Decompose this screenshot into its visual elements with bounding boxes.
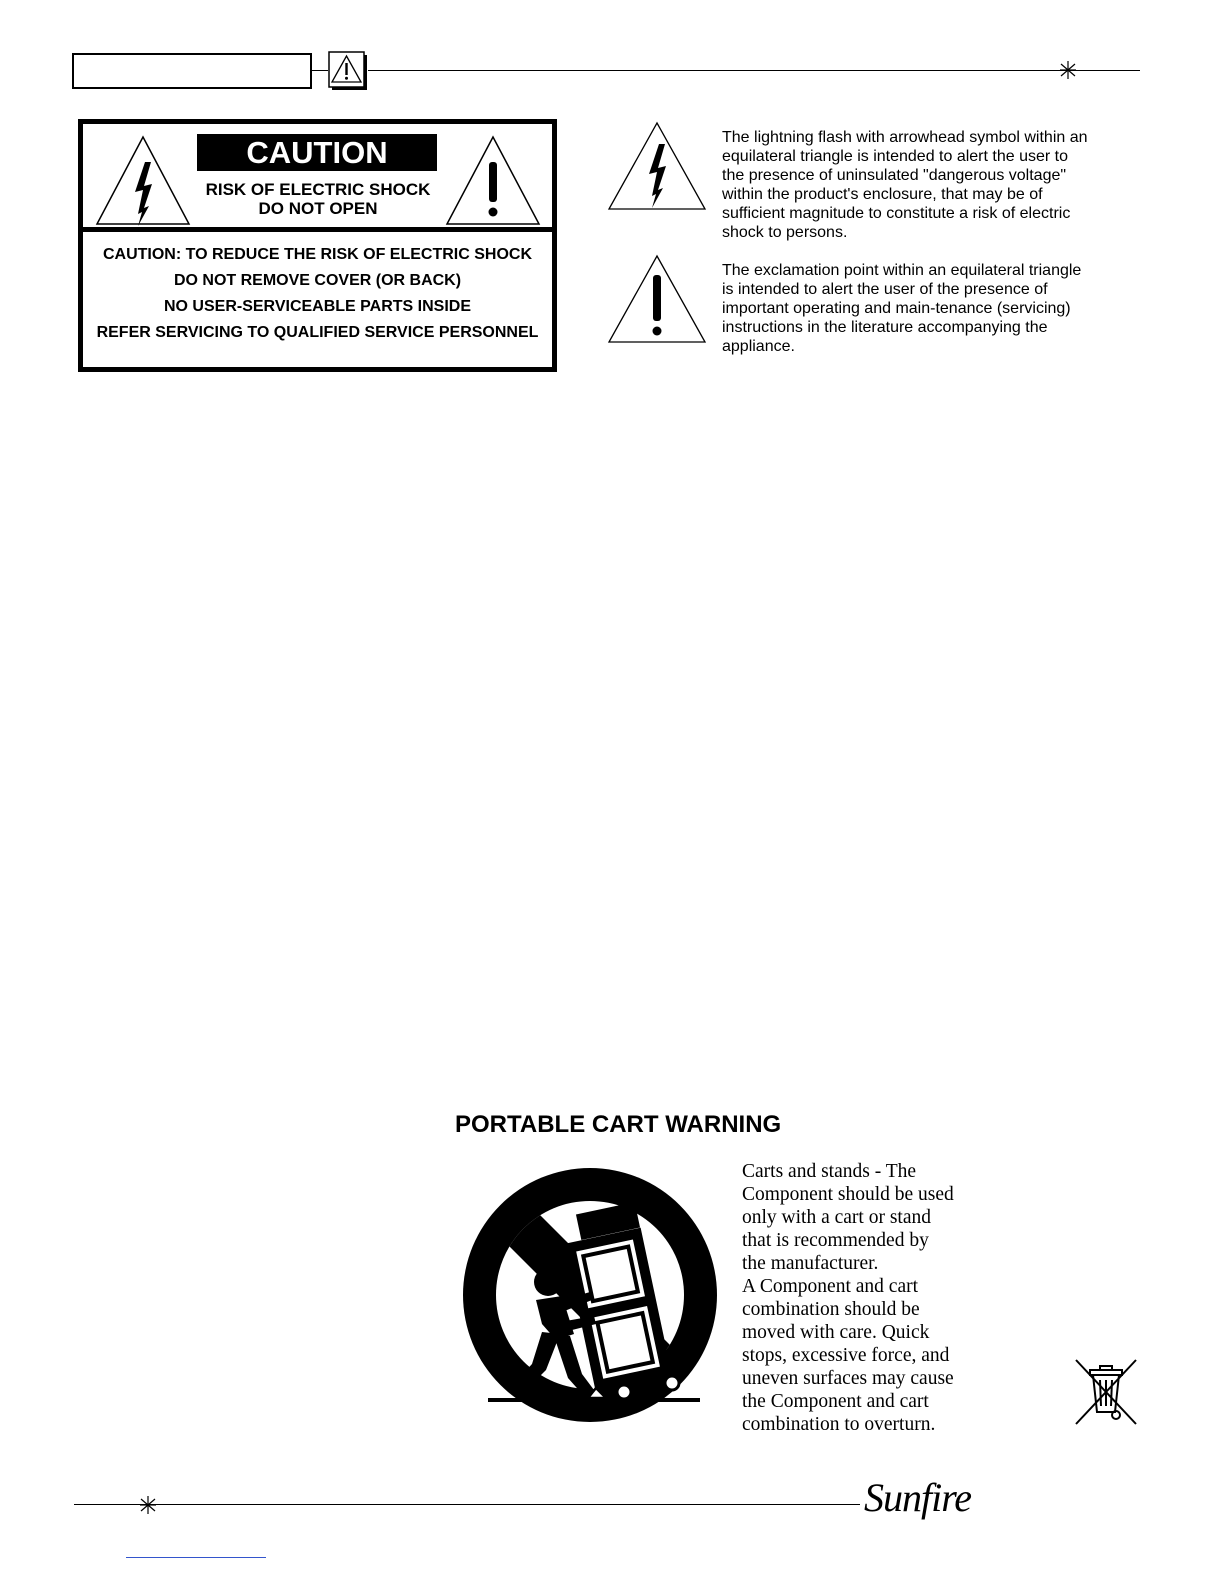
cart-warning-line: stops, excessive force, and bbox=[742, 1345, 950, 1366]
cart-warning-line: moved with care. Quick bbox=[742, 1322, 930, 1343]
warning-triangle-icon bbox=[328, 51, 368, 91]
cart-warning-line: combination to overturn. bbox=[742, 1414, 936, 1435]
cart-warning-text bbox=[742, 1160, 992, 1436]
crossed-out-bin-icon bbox=[1072, 1356, 1140, 1428]
caution-line: DO NOT REMOVE COVER (OR BACK) bbox=[173, 272, 462, 289]
lightning-symbol-explanation: The lightning flash with arrowhead symbol within an equilateral triangle is intended to alert the user to the presence of uninsulated "dangerous voltage" within the product's enclosure, that may be of sufficient magnitude to constitute a risk of electric shock to persons. bbox=[722, 129, 1088, 241]
cart-warning-line: Component should be used bbox=[742, 1184, 954, 1205]
cart-warning-line: Carts and stands - The bbox=[742, 1161, 917, 1182]
star-icon bbox=[1058, 60, 1078, 80]
caution-label bbox=[78, 119, 557, 372]
exclamation-triangle-icon bbox=[606, 253, 708, 345]
cart-warning-line: A Component and cart bbox=[742, 1276, 919, 1297]
caution-subtitle-2: DO NOT OPEN bbox=[258, 199, 378, 218]
lightning-triangle-icon bbox=[91, 132, 195, 228]
cart-warning-heading: PORTABLE CART WARNING bbox=[455, 1111, 782, 1138]
caution-line: NO USER-SERVICEABLE PARTS INSIDE bbox=[163, 298, 471, 315]
caution-line: REFER SERVICING TO QUALIFIED SERVICE PERSONNEL bbox=[96, 324, 539, 341]
exclamation-symbol-explanation: The exclamation point within an equilateral triangle is intended to alert the user of the presence of important operating and main-tenance (servicing) instructions in the literature accompanying the appliance. bbox=[722, 262, 1082, 355]
brand-logo: Sunfire bbox=[864, 1475, 972, 1520]
header-connector bbox=[312, 70, 328, 71]
caution-label-header bbox=[83, 124, 552, 232]
footer-rule bbox=[74, 1504, 860, 1505]
footer-link-underline bbox=[126, 1557, 266, 1558]
caution-line: CAUTION: TO REDUCE THE RISK OF ELECTRIC SHOCK bbox=[102, 246, 533, 263]
star-icon bbox=[138, 1495, 158, 1515]
no-tip-cart-icon bbox=[458, 1164, 722, 1430]
cart-warning-line: the Component and cart bbox=[742, 1391, 929, 1412]
lightning-triangle-icon bbox=[606, 120, 708, 212]
header-section-box bbox=[72, 53, 312, 89]
cart-warning-line: only with a cart or stand bbox=[742, 1207, 931, 1228]
cart-warning-line: the manufacturer. bbox=[742, 1253, 879, 1274]
cart-warning-line: that is recommended by bbox=[742, 1230, 929, 1251]
caution-title: CAUTION bbox=[197, 134, 437, 171]
caution-instructions bbox=[83, 242, 552, 346]
header-rule bbox=[368, 70, 1140, 71]
cart-warning-line: uneven surfaces may cause bbox=[742, 1368, 954, 1389]
caution-subtitle-1: RISK OF ELECTRIC SHOCK bbox=[205, 180, 431, 199]
cart-warning-line: combination should be bbox=[742, 1299, 920, 1320]
exclamation-triangle-icon bbox=[441, 132, 545, 228]
